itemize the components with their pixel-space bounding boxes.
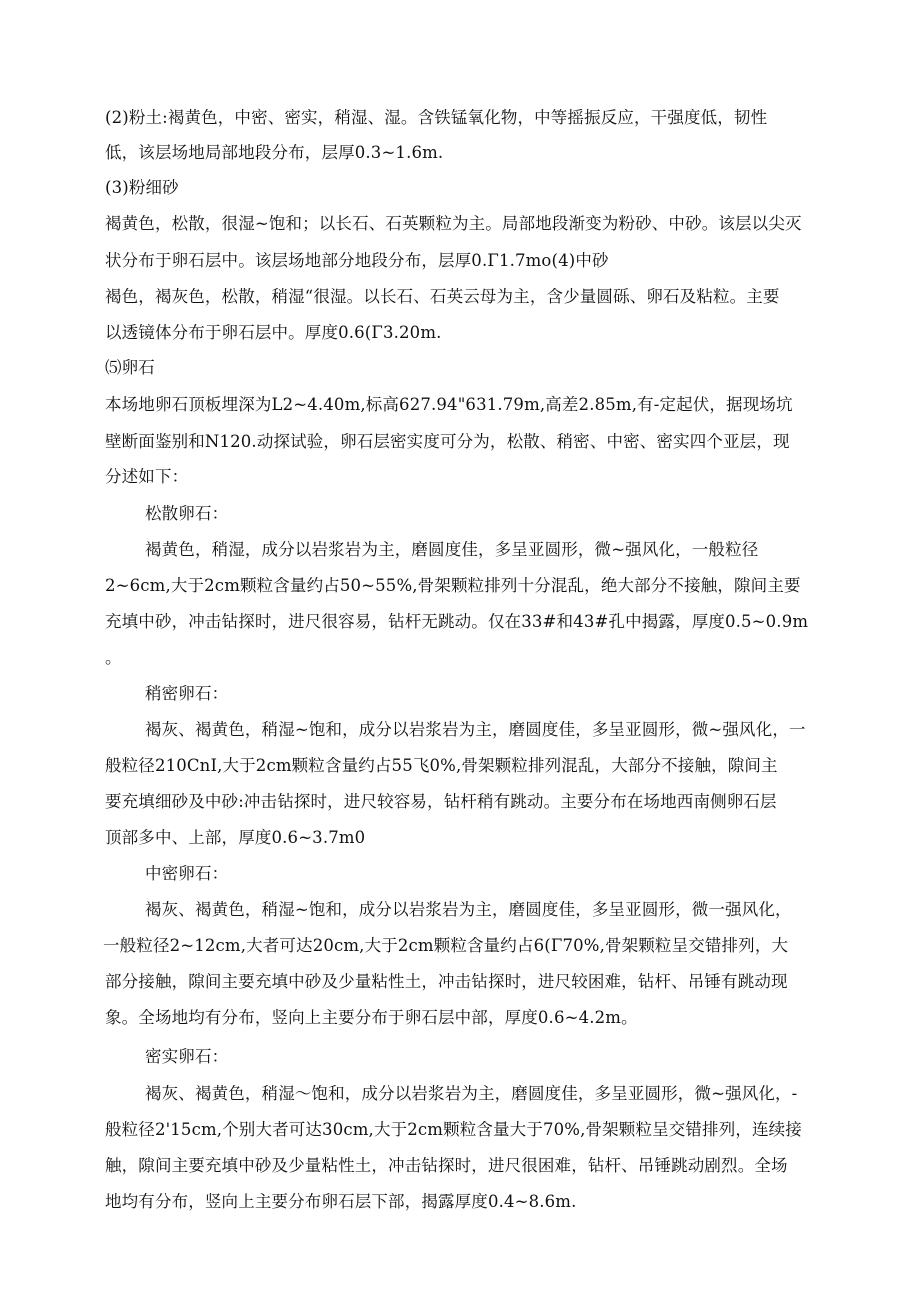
fine-sand-description-line-1: 褐黄色，松散，很湿~饱和；以长石、石英颗粒为主。局部地段渐变为粉砂、中砂。该层以尖灭 [105, 214, 802, 233]
medium-dense-pebble-line-4: 象。全场地均有分布，竖向上主要分布于卵石层中部，厚度0.6~4.2m。 [105, 1008, 638, 1027]
loose-pebble-line-3: 充填中砂，冲击钻探时，进尺很容易，钻杆无跳动。仅在33#和43#孔中揭露，厚度0.5~0.9m [105, 612, 809, 631]
silt-description-line-2: 低，该层场地局部地段分布，层厚0.3~1.6m. [105, 143, 444, 162]
slightly-dense-pebble-line-2: 般粒径210CnI,大于2cm颗粒含量约占55飞0%,骨架颗粒排列混乱，大部分不接触，隙间主 [105, 756, 778, 775]
medium-dense-pebble-line-1: 褐灰、褐黄色，稍湿~饱和，成分以岩浆岩为主，磨圆度佳，多呈亚圆形，微一强风化， [145, 900, 792, 919]
medium-sand-description-line-2: 以透镜体分布于卵石层中。厚度0.6(Γ3.20m. [105, 323, 442, 342]
pebble-intro-line-3: 分述如下： [105, 467, 189, 486]
slightly-dense-pebble-title: 稍密卵石： [145, 684, 229, 703]
dense-pebble-line-2: 般粒径2'15cm,个别大者可达30cm,大于2cm颗粒含量大于70%,骨架颗粒呈交错排列，连续接 [105, 1120, 802, 1139]
slightly-dense-pebble-line-3: 要充填细砂及中砂:冲击钻探时，进尺较容易，钻杆稍有跳动。主要分布在场地西南侧卵石层 [105, 792, 777, 811]
pebble-intro-line-2: 壁断面鉴别和N120.动探试验，卵石层密实度可分为，松散、稍密、中密、密实四个亚层，现 [105, 432, 790, 451]
loose-pebble-line-4: 。 [105, 648, 122, 667]
dense-pebble-line-4: 地均有分布，竖向上主要分布卵石层下部，揭露厚度0.4~8.6m. [105, 1192, 577, 1211]
medium-sand-description-line-1: 褐色，褐灰色，松散，稍湿“很湿。以长石、石英云母为主，含少量圆砾、卵石及粘粒。主要 [105, 287, 780, 306]
slightly-dense-pebble-line-1: 褐灰、褐黄色，稍湿~饱和，成分以岩浆岩为主，磨圆度佳，多呈亚圆形，微~强风化，一 [145, 720, 806, 739]
fine-sand-description-line-2: 状分布于卵石层中。该层场地部分地段分布，层厚0.Γ1.7mo(4)中砂 [105, 251, 609, 270]
dense-pebble-line-1: 褐灰、褐黄色，稍湿～饱和，成分以岩浆岩为主，磨圆度佳，多呈亚圆形，微~强风化，- [145, 1084, 798, 1103]
medium-dense-pebble-title: 中密卵石： [145, 864, 229, 883]
pebble-heading: ⑸卵石 [105, 358, 155, 377]
dense-pebble-line-3: 触，隙间主要充填中砂及少量粘性土，冲击钻探时，进尺很困难，钻杆、吊锤跳动剧烈。全场 [105, 1156, 788, 1175]
slightly-dense-pebble-line-4: 顶部多中、上部，厚度0.6~3.7m0 [105, 828, 366, 847]
fine-sand-heading: (3)粉细砂 [105, 178, 179, 197]
loose-pebble-line-2: 2~6cm,大于2cm颗粒含量约占50~55%,骨架颗粒排列十分混乱，绝大部分不接触，隙间主要 [105, 576, 801, 595]
medium-dense-pebble-line-3: 部分接触，隙间主要充填中砂及少量粘性土，冲击钻探时，进尺较困难，钻杆、吊锤有跳动现 [105, 972, 788, 991]
loose-pebble-title: 松散卵石： [145, 504, 229, 523]
medium-dense-pebble-line-2: 一般粒径2~12cm,大者可达20cm,大于2cm颗粒含量约占6(Γ70%,骨架颗粒呈交错排列，大 [103, 936, 789, 955]
loose-pebble-line-1: 褐黄色，稍湿，成分以岩浆岩为主，磨圆度佳，多呈亚圆形，微~强风化，一般粒径 [145, 540, 759, 559]
dense-pebble-title: 密实卵石： [145, 1047, 229, 1066]
pebble-intro-line-1: 本场地卵石顶板埋深为L2~4.40m,标高627.94"631.79m,高差2.85m,有-定起伏，据现场坑 [105, 395, 793, 414]
silt-description-line-1: (2)粉土:褐黄色，中密、密实，稍湿、湿。含铁锰氧化物，中等摇振反应，干强度低，韧性 [105, 108, 768, 127]
